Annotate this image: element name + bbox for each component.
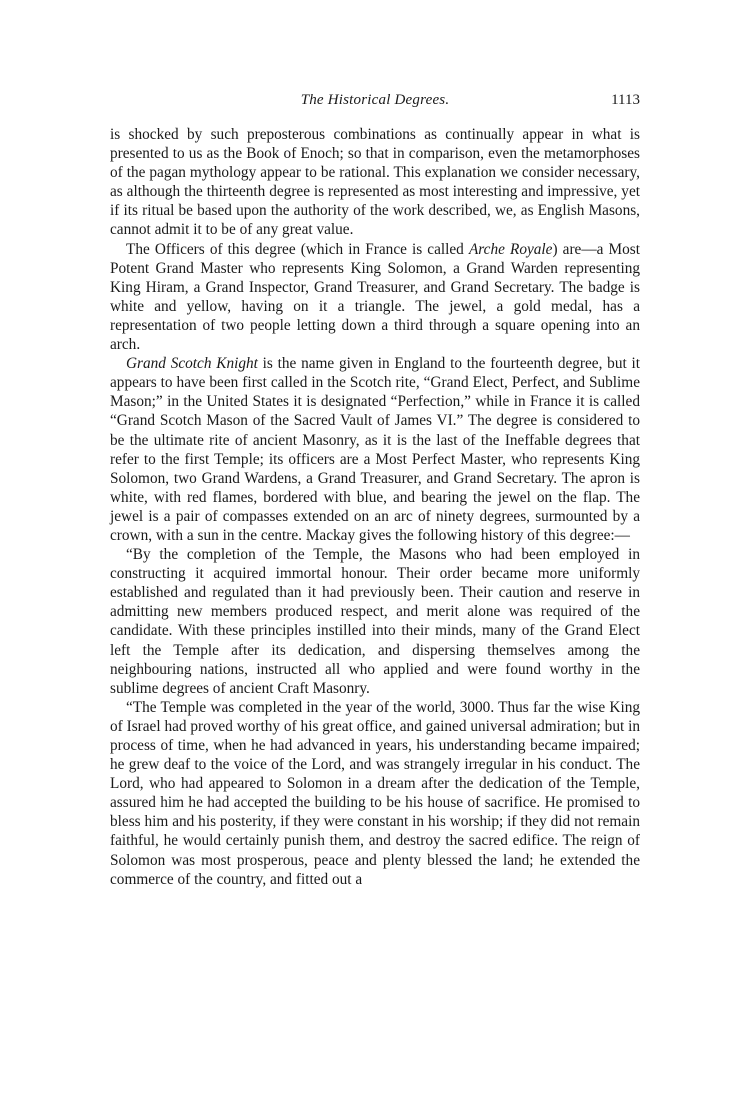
quoted-paragraph: “By the completion of the Temple, the Masons who had been employed in constructing it acquired immortal honour. Their order became more uniformly established and regulated than it had previously been. Their caution and reserve in admitting new members produced respect, and merit alone was required of the candidate. With these principles instilled into their minds, many of the Grand Elect left the Temple after its dedication, and dispersing themselves among the neighbouring nations, instructed all who applied and were found worthy in the sublime degrees of ancient Craft Masonry. [110,546,640,697]
running-head [110,92,640,112]
body-text [110,125,640,889]
italic-term: Grand Scotch Knight [126,355,258,373]
quoted-paragraph: “The Temple was completed in the year of the world, 3000. Thus far the wise King of Israel had proved worthy of his great office, and gained universal admiration; but in process of time, when he had advanced in years, his understanding became impaired; he grew deaf to the voice of the Lord, and was strangely irregular in his conduct. The Lord, who had appeared to Solomon in a dream after the dedication of the Temple, assured him he had accepted the building to be his house of sacrifice. He promised to bless him and his posterity, if they were constant in his worship; if they did not remain faithful, he would certainly punish them, and destroy the sacred edifice. The reign of Solomon was most prosperous, peace and plenty blessed the land; he extended the commerce of the country, and fitted out a [110,698,640,888]
paragraph [110,240,640,355]
paragraph-text: ) are—a Most Potent Grand Master who represents King Solomon, a Grand Warden representing King Hiram, a Grand Inspector, Grand Treasurer, and Grand Secretary. The badge is white and yellow, having on it a triangle. The jewel, a gold medal, has a representation of two people letting down a third through a square opening into an arch. [110,240,640,354]
italic-term: Arche Royale [468,240,553,258]
paragraph: is shocked by such preposterous combinations as continually appear in what is presented to us as the Book of Enoch; so that in comparison, even the metamorphoses of the pagan mythology appear to be rational. This explanation we consider necessary, as although the thirteenth degree is represented as most interesting and impressive, yet if its ritual be based upon the authority of the work described, we, as English Masons, cannot admit it to be of any great value. [110,126,640,239]
paragraph-text: The Officers of this degree (which in France is called [126,240,469,258]
paragraph [110,354,640,545]
page-number: 1113 [611,92,640,108]
running-title: The Historical Degrees. [300,92,450,108]
paragraph-text: is the name given in England to the fourteenth degree, but it appears to have been first called in the Scotch rite, “Grand Elect, Perfect, and Sublime Mason;” in the United States it is designated “Perfection,” while in France it is called “Grand Scotch Mason of the Sacred Vault of James VI.” The degree is considered to be the ultimate rite of ancient Masonry, as it is the last of the Ineffable degrees that refer to the first Temple; its officers are a Most Perfect Master, who represents King Solomon, two Grand Wardens, a Grand Treasurer, and Grand Secretary. The apron is white, with red flames, bordered with blue, and bearing the jewel on the flap. The jewel is a pair of compasses extended on an arc of ninety degrees, surmounted by a crown, with a sun in the centre. Mackay gives the following history of this degree:— [110,355,640,544]
